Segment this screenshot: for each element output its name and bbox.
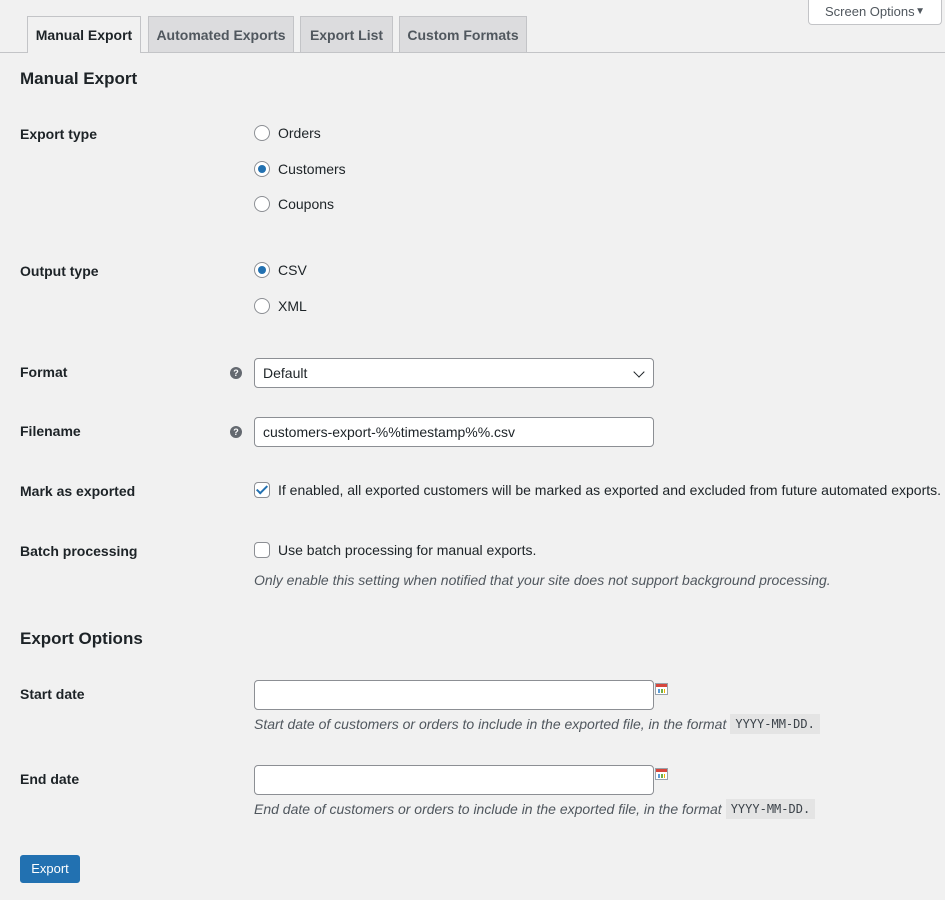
calendar-icon[interactable] [655,683,668,695]
batch-processing-option[interactable] [254,541,536,559]
tab-export-list[interactable]: Export List [300,16,393,52]
export-type-coupons-label: Coupons [278,196,335,212]
output-type-label: Output type [20,263,99,279]
export-type-orders-radio[interactable] [254,125,270,141]
start-date-description [254,714,820,734]
export-type-customers-radio[interactable] [254,161,270,177]
format-select[interactable] [254,358,654,388]
batch-processing-text: Use batch processing for manual exports. [278,542,537,558]
output-type-xml-option[interactable] [254,297,307,315]
tab-custom-formats[interactable]: Custom Formats [399,16,527,52]
mark-exported-option[interactable] [254,481,941,499]
tab-bar [0,16,945,53]
export-button[interactable]: Export [20,855,80,883]
output-type-xml-radio[interactable] [254,298,270,314]
format-select-value: Default [263,365,308,381]
mark-exported-text: If enabled, all exported customers will be marked as exported and excluded from future automated exports. [278,482,942,498]
start-date-format-code: YYYY-MM-DD. [730,714,819,734]
export-type-coupons-option[interactable] [254,195,334,213]
section-title-export-options: Export Options [20,629,143,648]
format-label: Format [20,364,68,380]
caret-down-icon: ▼ [915,6,925,17]
batch-processing-label: Batch processing [20,543,138,559]
export-type-label: Export type [20,126,98,142]
start-date-input[interactable] [254,680,654,710]
export-type-customers-option[interactable] [254,160,346,178]
end-date-description-text: End date of customers or orders to include in the exported file, in the format [254,801,722,817]
end-date-description [254,799,815,819]
batch-processing-checkbox[interactable] [254,542,270,558]
filename-help-icon[interactable]: ? [230,426,242,438]
export-type-orders-option[interactable] [254,124,321,142]
end-date-label: End date [20,771,80,787]
mark-exported-checkbox[interactable] [254,482,270,498]
output-type-csv-radio[interactable] [254,262,270,278]
output-type-xml-label: XML [278,298,307,314]
start-date-description-text: Start date of customers or orders to include in the exported file, in the format [254,716,727,732]
batch-processing-description: Only enable this setting when notified that your site does not support background processing. [254,572,831,588]
tab-automated-exports[interactable]: Automated Exports [148,16,294,52]
output-type-csv-label: CSV [278,262,307,278]
section-title-manual-export: Manual Export [20,69,138,88]
export-type-customers-label: Customers [278,161,346,177]
screen-options-label: Screen Options [825,4,915,19]
chevron-down-icon [633,366,644,377]
filename-input[interactable]: customers-export-%%timestamp%%.csv [254,417,654,447]
export-type-coupons-radio[interactable] [254,196,270,212]
tab-manual-export[interactable]: Manual Export [27,16,141,53]
filename-label: Filename [20,423,81,439]
format-help-icon[interactable]: ? [230,367,242,379]
start-date-label: Start date [20,686,85,702]
end-date-format-code: YYYY-MM-DD. [726,799,815,819]
output-type-csv-option[interactable] [254,261,307,279]
end-date-input[interactable] [254,765,654,795]
mark-exported-label: Mark as exported [20,483,136,499]
calendar-icon[interactable] [655,768,668,780]
export-type-orders-label: Orders [278,125,321,141]
